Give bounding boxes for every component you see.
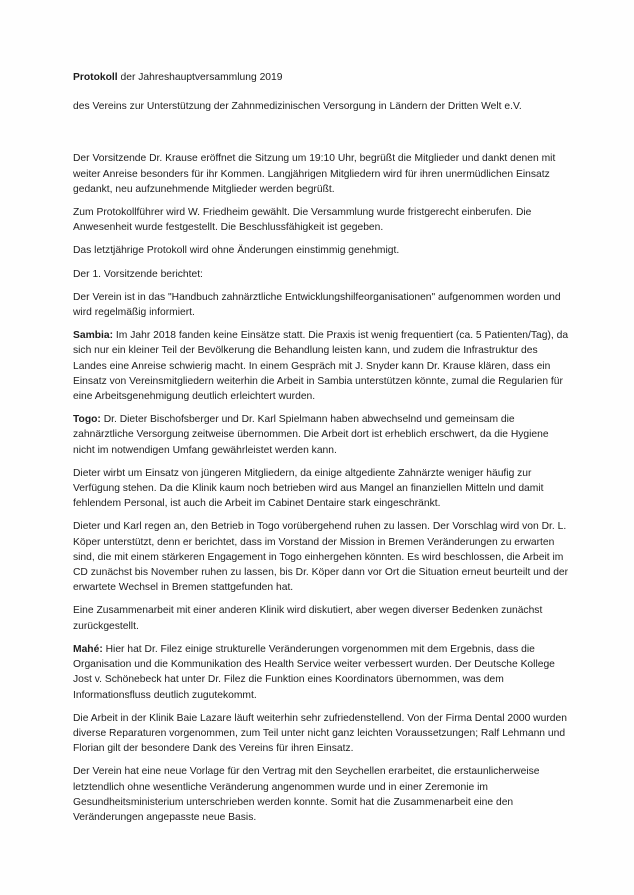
paragraph-togo — [73, 412, 573, 458]
document-body — [73, 70, 573, 825]
paragraph-text: Der Verein hat eine neue Vorlage für den Vertrag mit den Seychellen erarbeitet, die erstaunlicherweise letztendlich ohne wesentliche Veränderung angenommen wurde und in einer Zeremonie im Gesundheitsministerium unterschrieben werden konnte. Somit hat die Zusammenarbeit eine den Veränderungen angepasste neue Basis. — [73, 766, 540, 823]
paragraph-opening — [73, 151, 573, 197]
paragraph-togo-mitglieder — [73, 466, 573, 512]
paragraph-mahe — [73, 642, 573, 703]
paragraph-zusammenarbeit-klinik — [73, 603, 573, 633]
title-rest: der Jahreshauptversammlung 2019 — [117, 72, 283, 83]
paragraph-baie-lazare — [73, 711, 573, 757]
paragraph-text: Das letztjährige Protokoll wird ohne Änderungen einstimmig genehmigt. — [73, 245, 400, 257]
paragraph-text: Dieter und Karl regen an, den Betrieb in Togo vorübergehend ruhen zu lassen. Der Vorschlag wird von Dr. L. Köper unterstützt, denn er berichtet, dass im Vorstand der Mission in Bremen Veränderungen zu erwarten sind, die mit einem stärkeren Engagement in Togo einhergehen könnten. Es wird beschlossen, die Arbeit im CD zunächst bis November ruhen zu lassen, bis Dr. Köper dann vor Ort die Situation erneut beurteilt und der erwartete Wechsel in Bremen stattgefunden hat. — [73, 521, 569, 594]
paragraph-vertrag-seychellen — [73, 764, 573, 825]
paragraph-text: Hier hat Dr. Filez einige strukturelle Veränderungen vorgenommen mit dem Ergebnis, dass die Organisation und die Kommunikation des Health Service weiter verbessert wurden. Der Deutsche Kollege Jost v. Schönebeck hat unter Dr. Filez die Funktion eines Koordinators übernommen, was dem Informationsfluss deutlich zugutekommt. — [73, 643, 555, 701]
paragraph-text: Zum Protokollführer wird W. Friedheim gewählt. Die Versammlung wurde fristgerecht einberufen. Die Anwesenheit wurde festgestellt. Die Beschlussfähigkeit ist gegeben. — [73, 207, 532, 234]
paragraph-vorsitzender-bericht — [73, 267, 573, 282]
paragraph-text: Der Vorsitzende Dr. Krause eröffnet die Sitzung um 19:10 Uhr, begrüßt die Mitglieder und dankt denen mit weiter Anreise besonders für ihr Kommen. Langjährigen Mitgliedern wird für ihren unermüdlichen Einsatz gedankt, neu aufzunehmende Mitglieder werden begrüßt. — [73, 153, 556, 195]
paragraph-lead: Togo: — [73, 414, 101, 426]
paragraph-text: Die Arbeit in der Klinik Baie Lazare läuft weiterhin sehr zufriedenstellend. Von der Firma Dental 2000 wurden diverse Reparaturen vorgenommen, zum Teil unter nicht ganz leichten Voraussetzungen; Ralf Lehmann und Florian gilt der besondere Dank des Vereins für ihren Einsatz. — [73, 712, 567, 755]
paragraph-text: Der Verein ist in das "Handbuch zahnärztliche Entwicklungshilfeorganisationen" aufgenommen worden und wird regelmäßig informiert. — [73, 291, 561, 319]
document-subtitle: des Vereins zur Unterstützung der Zahnmedizinischen Versorgung in Ländern der Dritten Welt e.V. — [73, 101, 522, 113]
paragraph-text: Im Jahr 2018 fanden keine Einsätze statt. Die Praxis ist wenig frequentiert (ca. 5 Patienten/Tag), da sich nur ein kleiner Teil der Bevölkerung die Behandlung leisten kann, und zudem die Infrastruktur des Landes eine Anreise schwierig macht. In einem Gespräch mit J. Snyder kann Dr. Krause klären, dass ein Einsatz von Vereinsmitgliedern weiterhin die Arbeit in Sambia unterstützen könnte, zumal die Regularien für eine Arbeitsgenehmigung deutlich erleichtert wurden. — [73, 330, 569, 403]
paragraph-text: Eine Zusammenarbeit mit einer anderen Klinik wird diskutiert, aber wegen diverser Bedenken zunächst zurückgestellt. — [73, 605, 543, 632]
paragraph-protokollfuehrer — [73, 205, 573, 235]
paragraph-text: Der 1. Vorsitzende berichtet: — [73, 268, 203, 280]
paragraph-sambia — [73, 328, 573, 404]
paragraph-togo-ruhen — [73, 519, 573, 595]
paragraph-protokoll-genehmigt — [73, 243, 573, 258]
title-bold: Protokoll — [73, 72, 118, 83]
paragraph-lead: Sambia: — [73, 330, 114, 342]
paragraph-text: Dieter wirbt um Einsatz von jüngeren Mitgliedern, da einige altgediente Zahnärzte weniger häufig zur Verfügung stehen. Da die Klinik kaum noch betrieben wird aus Mangel an finanziellen Mitteln und damit fehlendem Personal, ist auch die Arbeit im Cabinet Dentaire stark eingeschränkt. — [73, 467, 544, 510]
paragraph-lead: Mahé: — [73, 643, 103, 655]
paragraph-text: Dr. Dieter Bischofsberger und Dr. Karl Spielmann haben abwechselnd und gemeinsam die zahnärztliche Versorgung zeitweise übernommen. Die Arbeit dort ist erheblich erschwert, da die Hygiene nicht im notwendigen Umfang gewährleistet werden kann. — [73, 414, 549, 456]
document-title — [73, 70, 573, 85]
paragraph-handbuch — [73, 290, 573, 320]
